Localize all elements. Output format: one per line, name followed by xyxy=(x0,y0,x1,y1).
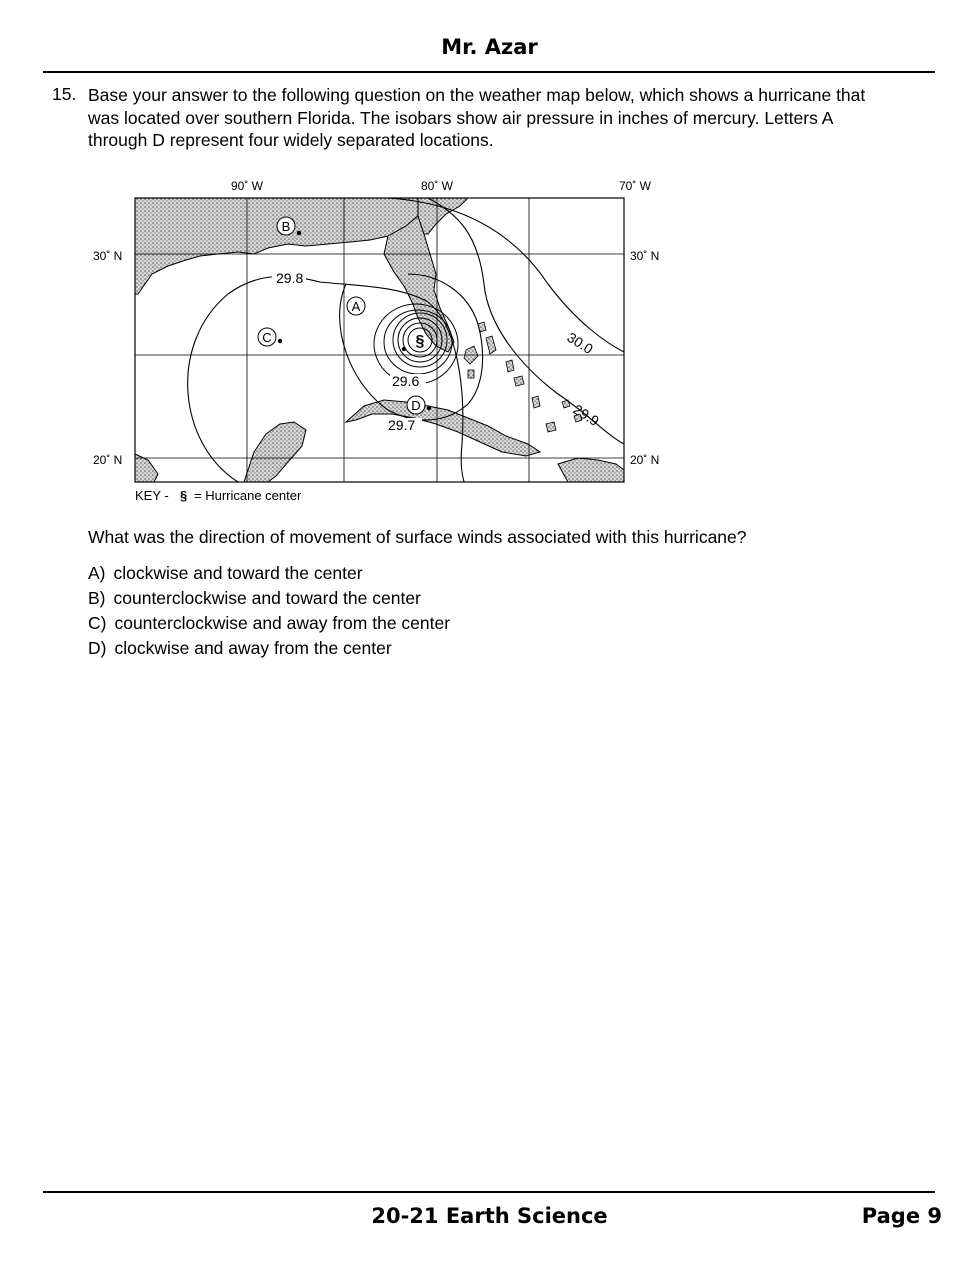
choice-d-label: D) xyxy=(88,638,107,658)
header-divider xyxy=(43,71,935,73)
choice-b-text: counterclockwise and toward the center xyxy=(113,588,421,608)
location-c-label: C xyxy=(262,330,272,345)
bahamas-island xyxy=(514,376,524,386)
bahamas-island xyxy=(532,396,540,408)
location-a-label: A xyxy=(351,299,361,314)
bahamas-island xyxy=(486,336,496,354)
choice-a-text: clockwise and toward the center xyxy=(113,563,363,583)
lat-label-20n-right: 20˚ N xyxy=(630,453,660,467)
choice-b[interactable] xyxy=(88,586,450,611)
isobar-label-29-6: 29.6 xyxy=(392,373,420,389)
bahamas-island xyxy=(546,422,556,432)
bahamas-island xyxy=(468,370,474,378)
isobar-label-30-0: 30.0 xyxy=(564,328,596,357)
isobar-29-9 xyxy=(428,198,624,444)
choice-b-label: B) xyxy=(88,588,106,608)
answer-choices xyxy=(88,561,450,661)
lon-label-70w: 70˚ W xyxy=(618,179,652,193)
isobar-label-29-9: 29.9 xyxy=(570,400,602,429)
lat-label-20n-left: 20˚ N xyxy=(93,453,123,467)
choice-a[interactable] xyxy=(88,561,450,586)
page-header-title: Mr. Azar xyxy=(441,35,538,59)
map-key-label: KEY - xyxy=(135,488,169,503)
location-d-label: D xyxy=(411,398,421,413)
location-a xyxy=(347,297,406,351)
choice-d-text: clockwise and away from the center xyxy=(114,638,392,658)
map-key-description: = Hurricane center xyxy=(194,488,302,503)
cuba-land xyxy=(346,400,540,456)
hurricane-center-icon: § xyxy=(415,333,425,350)
hurricane-map-svg xyxy=(88,174,668,509)
lon-label-80w: 80˚ W xyxy=(420,179,454,193)
choice-c[interactable] xyxy=(88,611,450,636)
question-intro: Base your answer to the following question on the weather map below, which shows a hurricane that was located over southern Florida. The isobars show air pressure in inches of mercury. Letters A through D represent four widely separated locations. xyxy=(88,85,866,150)
bahamas-island xyxy=(506,360,514,372)
location-b-label: B xyxy=(281,219,291,234)
choice-c-text: counterclockwise and away from the center xyxy=(114,613,451,633)
footer-course-title: 20-21 Earth Science xyxy=(371,1204,608,1228)
lon-label-90w: 90˚ W xyxy=(230,179,264,193)
question-number: 15. xyxy=(52,84,77,104)
lat-label-30n-left: 30˚ N xyxy=(93,249,123,263)
footer-page-number: Page 9 xyxy=(861,1204,942,1228)
weather-map xyxy=(88,174,668,509)
location-c xyxy=(258,328,282,346)
choice-a-label: A) xyxy=(88,563,106,583)
choice-d[interactable] xyxy=(88,636,450,661)
map-key-hurricane-icon: § xyxy=(180,488,188,503)
isobar-label-29-7: 29.7 xyxy=(388,417,416,433)
hispaniola-land xyxy=(558,458,624,482)
lat-label-30n-right: 30˚ N xyxy=(630,249,660,263)
yucatan-land xyxy=(244,422,306,482)
question-prompt: What was the direction of movement of surface winds associated with this hurricane? xyxy=(88,527,747,547)
isobar-label-29-8: 29.8 xyxy=(276,270,304,286)
choice-c-label: C) xyxy=(88,613,107,633)
footer-divider xyxy=(43,1191,935,1193)
